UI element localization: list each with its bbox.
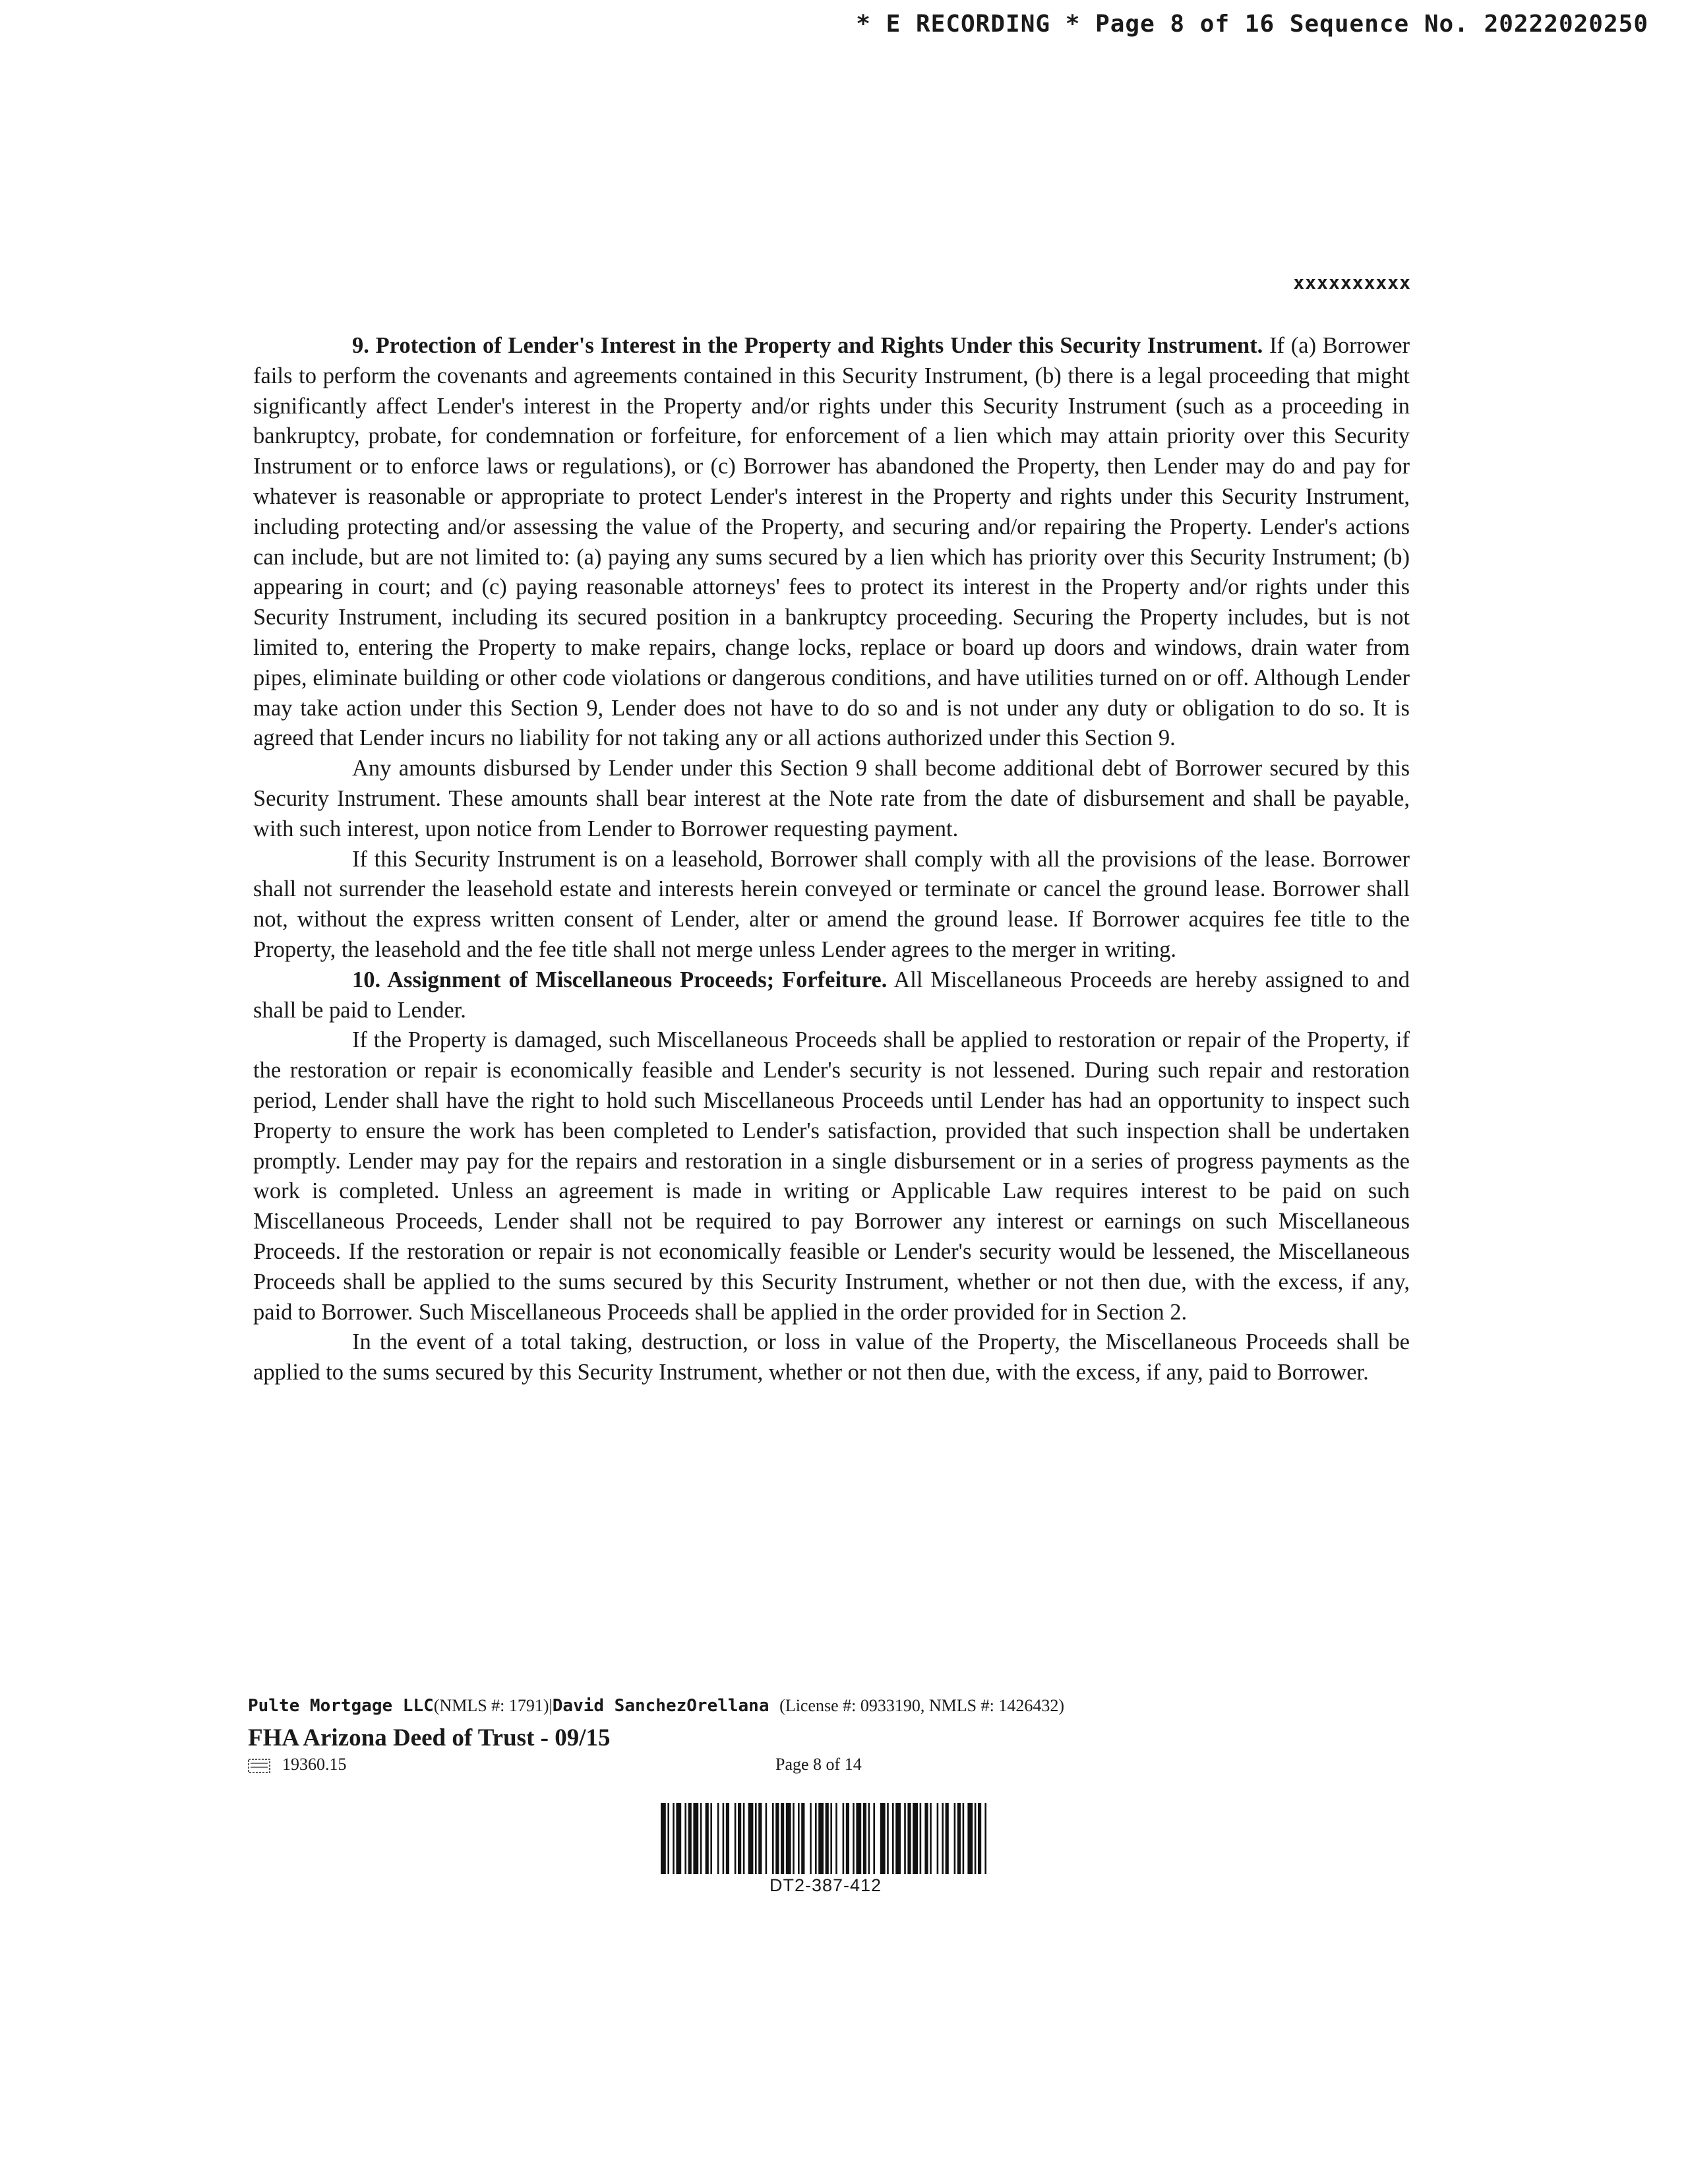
loan-number-mask: xxxxxxxxxx [1293, 272, 1411, 293]
footer-page-number: Page 8 of 14 [775, 1755, 862, 1774]
barcode-icon [661, 1803, 990, 1874]
footer-separator: | [549, 1696, 553, 1715]
footer-lender-line [248, 1696, 1422, 1716]
section-10-paragraph-2: If the Property is damaged, such Miscellaneous Proceeds shall be applied to restoration or repair of the Property, if the restoration or repair is economically feasible and Lender's security is not lessened. During such repair and restoration period, Lender shall have the right to hold such Miscellaneous Proceeds until Lender has had an opportunity to inspect such Property to ensure the work has been completed to Lender's satisfaction, provided that such inspection shall be undertaken promptly. Lender may pay for the repairs and restoration in a single disbursement or in a series of progress payments as the work is completed. Unless an agreement is made in writing or Applicable Law requires interest to be paid on such Miscellaneous Proceeds, Lender shall not be required to pay Borrower any interest or earnings on such Miscellaneous Proceeds. If the restoration or repair is not economically feasible or Lender's security would be lessened, the Miscellaneous Proceeds shall be applied to the sums secured by this Security Instrument, whether or not then due, with the excess, if any, paid to Borrower. Such Miscellaneous Proceeds shall be applied in the order provided for in Section 2. [253, 1027, 1410, 1325]
footer-lender-name: Pulte Mortgage LLC [248, 1696, 434, 1716]
section-9-text: If (a) Borrower fails to perform the covenants and agreements contained in this Security Instrument, (b) there is a legal proceeding that might significantly affect Lender's interest in the Property and/or rights under this Security Instrument (such as a proceeding in bankruptcy, probate, for condemnation or forfeiture, for enforcement of a lien which may attain priority over this Security Instrument or to enforce laws or regulations), or (c) Borrower has abandoned the Property, then Lender may do and pay for whatever is reasonable or appropriate to protect Lender's interest in the Property and rights under this Security Instrument, including protecting and/or assessing the value of the Property, and securing and/or repairing the Property. Lender's actions can include, but are not limited to: (a) paying any sums secured by a lien which has priority over this Security Instrument; (b) appearing in court; and (c) paying reasonable attorneys' fees to protect its interest in the Property and/or rights under this Security Instrument, including its secured position in a bankruptcy proceeding. Securing the Property includes, but is not limited to, entering the Property to make repairs, change locks, replace or board up doors and windows, drain water from pipes, eliminate building or other code violations or dangerous conditions, and have utilities turned on or off. Although Lender may take action under this Section 9, Lender does not have to do so and is not under any duty or obligation to do so. It is agreed that Lender incurs no liability for not taking any or all actions authorized under this Section 9. [253, 333, 1410, 751]
section-10-text: All Miscellaneous Proceeds are hereby assigned to and shall be paid to Lender. [253, 967, 1410, 1023]
section-9-paragraph-2: Any amounts disbursed by Lender under this Section 9 shall become additional debt of Borrower secured by this Security Instrument. These amounts shall bear interest at the Note rate from the date of disbursement and shall be payable, with such interest, upon notice from Lender to Borrower requesting payment. [253, 756, 1410, 841]
vendor-logo-icon [248, 1758, 270, 1774]
barcode-block [661, 1803, 990, 1896]
section-10-heading: 10. Assignment of Miscellaneous Proceeds; Forfeiture. [352, 967, 888, 992]
section-9-paragraph-3: If this Security Instrument is on a leasehold, Borrower shall comply with all the provisions of the lease. Borrower shall not surrender the leasehold estate and interests herein conveyed or terminate or cancel the ground lease. Borrower shall not, without the express written consent of Lender, alter or amend the ground lease. If Borrower acquires fee title to the Property, the leasehold and the fee title shall not merge unless Lender agrees to the merger in writing. [253, 846, 1410, 962]
footer-form-number-group [248, 1755, 347, 1774]
footer-row [248, 1755, 1422, 1781]
section-10-paragraph-3: In the event of a total taking, destruction, or loss in value of the Property, the Miscellaneous Proceeds shall be applied to the sums secured by this Security Instrument, whether or not then due, with the excess, if any, paid to Borrower. [253, 1329, 1410, 1385]
barcode-label: DT2-387-412 [769, 1875, 882, 1895]
footer-lender-nmls: (NMLS #: 1791) [433, 1696, 549, 1715]
footer-originator-name: David SanchezOrellana [552, 1696, 769, 1716]
section-9-paragraph-1 [253, 331, 1410, 754]
section-9-heading: 9. Protection of Lender's Interest in the Property and Rights Under this Security Instrument. [352, 333, 1263, 358]
footer-form-title: FHA Arizona Deed of Trust - 09/15 [248, 1724, 611, 1751]
footer-originator-license: (License #: 0933190, NMLS #: 1426432) [779, 1696, 1064, 1715]
page-footer [248, 1696, 1422, 1781]
section-10-paragraph-1 [253, 965, 1410, 1026]
document-body [253, 331, 1410, 1388]
footer-form-number: 19360.15 [282, 1755, 347, 1774]
recording-header: * E RECORDING * Page 8 of 16 Sequence No. 20222020250 [856, 11, 1648, 38]
